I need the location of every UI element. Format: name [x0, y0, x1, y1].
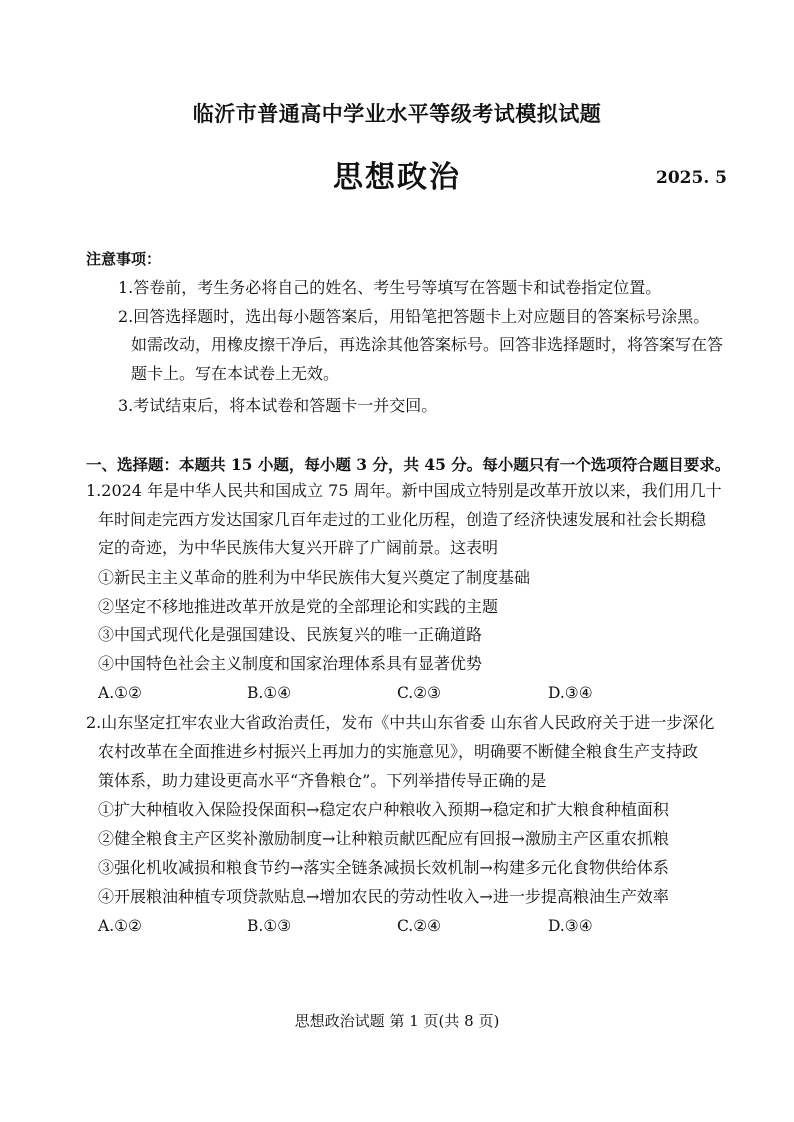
- question-stem-line: 2.山东坚定扛牢农业大省政治责任，发布《中共山东省委 山东省人民政府关于进一步深化: [86, 713, 715, 732]
- notes-line: 题卡上。写在本试卷上无效。: [131, 364, 340, 383]
- question-statement: ③中国式现代化是强国建设、民族复兴的唯一正确道路: [98, 625, 483, 644]
- question-statement: ④中国特色社会主义制度和国家治理体系具有显著优势: [98, 654, 483, 673]
- answer-option: B.①④: [247, 684, 292, 702]
- page-footer: 思想政治试题 第 1 页(共 8 页): [294, 1012, 500, 1030]
- answer-option: C.②③: [397, 684, 442, 702]
- notes-line: 3.考试结束后，将本试卷和答题卡一并交回。: [118, 396, 438, 415]
- question-stem-line: 年时间走完西方发达国家几百年走过的工业化历程，创造了经济快速发展和社会长期稳: [98, 510, 707, 529]
- answer-option: D.③④: [548, 684, 593, 702]
- question-statement: ①扩大种植收入保险投保面积→稳定农户种粮收入预期→稳定和扩大粮食种植面积: [98, 800, 669, 819]
- question-stem-line: 1.2024 年是中华人民共和国成立 75 周年。新中国成立特别是改革开放以来，我们用几十: [86, 481, 722, 500]
- answer-option: B.①③: [247, 917, 292, 935]
- exam-title: 临沂市普通高中学业水平等级考试模拟试题: [192, 101, 602, 126]
- notes-line: 1.答卷前，考生务必将自己的姓名、考生号等填写在答题卡和试卷指定位置。: [118, 278, 662, 297]
- answer-option: D.③④: [548, 917, 593, 935]
- question-stem-line: 农村改革在全面推进乡村振兴上再加力的实施意见》，明确要不断健全粮食生产支持政: [98, 742, 699, 761]
- question-stem-line: 策体系，助力建设更高水平“齐鲁粮仓”。下列举措传导正确的是: [98, 771, 547, 790]
- question-stem-line: 定的奇迹，为中华民族伟大复兴开辟了广阔前景。这表明: [98, 538, 499, 557]
- subject-title: 思想政治: [333, 160, 461, 195]
- notes-line: 2.回答选择题时，选出每小题答案后，用铅笔把答题卡上对应题目的答案标号涂黑。: [118, 307, 710, 326]
- question-statement: ④开展粮油种植专项贷款贴息→增加农民的劳动性收入→进一步提高粮油生产效率: [98, 887, 669, 906]
- answer-option: C.②④: [397, 917, 442, 935]
- question-statement: ③强化机收减损和粮食节约→落实全链条减损长效机制→构建多元化食物供给体系: [98, 858, 669, 877]
- notes-line: 如需改动，用橡皮擦干净后，再选涂其他答案标号。回答非选择题时，将答案写在答: [131, 335, 724, 354]
- notes-heading: 注意事项：: [86, 250, 162, 268]
- exam-date: 2025. 5: [656, 168, 727, 188]
- question-statement: ②坚定不移地推进改革开放是党的全部理论和实践的主题: [98, 597, 499, 616]
- question-statement: ①新民主主义革命的胜利为中华民族伟大复兴奠定了制度基础: [98, 568, 531, 587]
- section-heading: 一、选择题：本题共 15 小题，每小题 3 分，共 45 分。每小题只有一个选项符合题目要求。: [86, 455, 731, 474]
- answer-option: A.①②: [98, 917, 142, 935]
- question-statement: ②健全粮食主产区奖补激励制度→让种粮贡献匹配应有回报→激励主产区重农抓粮: [98, 829, 669, 848]
- answer-option: A.①②: [98, 684, 142, 702]
